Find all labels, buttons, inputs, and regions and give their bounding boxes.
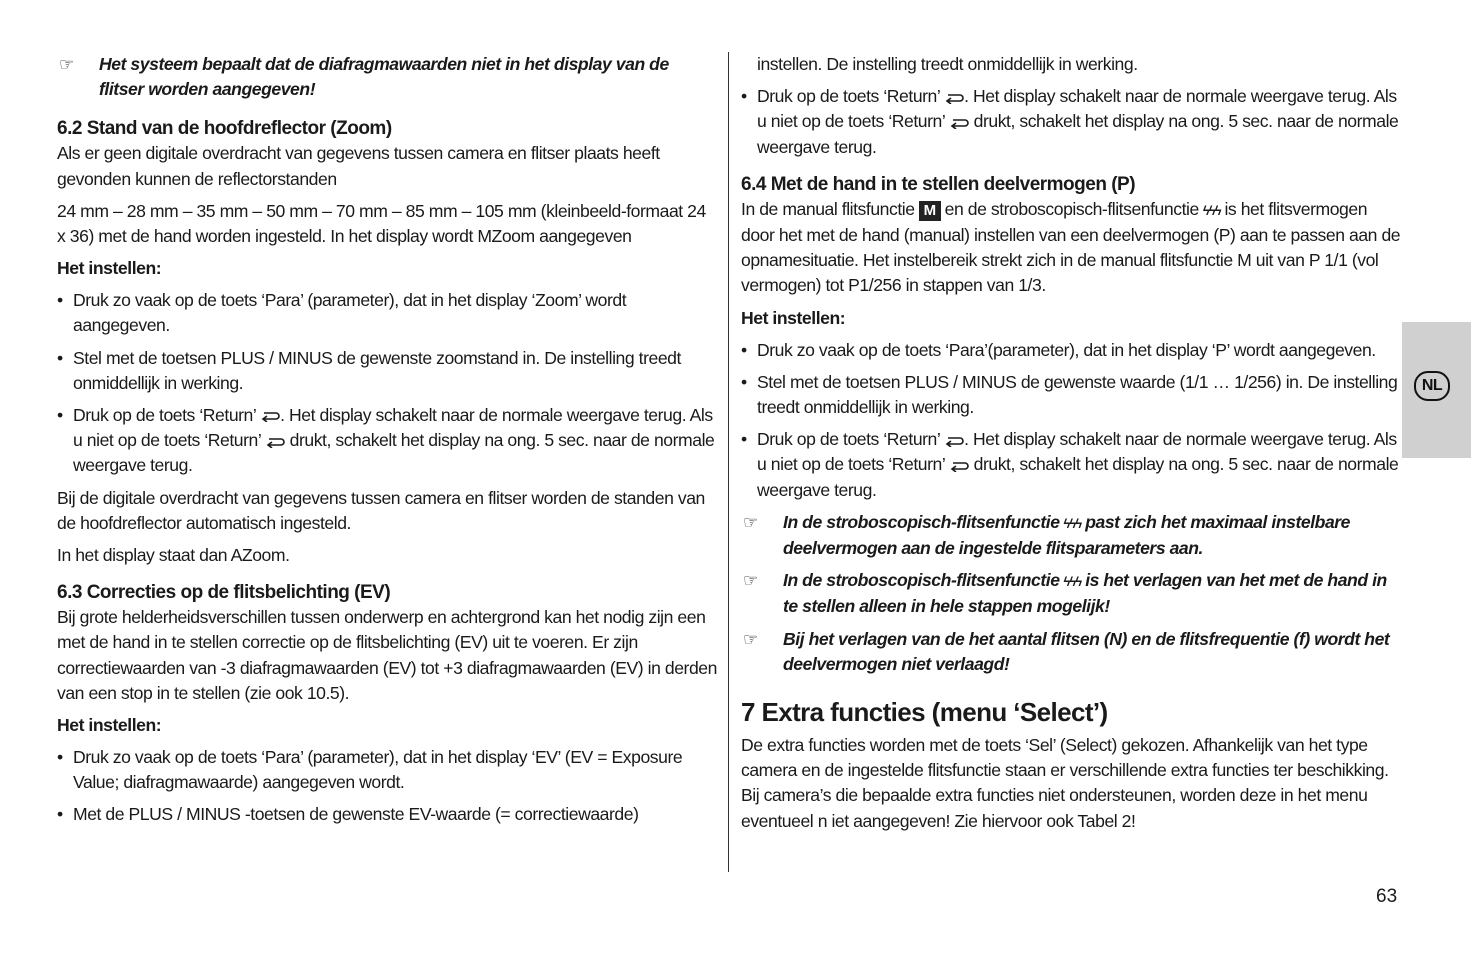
stroboscope-icon: ϟϟϟ (1202, 202, 1221, 218)
heading-7: 7 Extra functies (menu ‘Select’) (741, 697, 1108, 728)
paragraph: Als er geen digitale overdracht van gegevens tussen camera en flitser plaats heeft gevonden kunnen de reflectorstanden (57, 143, 660, 189)
paragraph-continuation: instellen. De instelling treedt onmiddellijk in werking. (757, 54, 1138, 74)
note-flash-count: ☞ Bij het verlagen van de het aantal flitsen (N) en de flitsfrequentie (f) wordt het deelvermogen niet verlaagd! (743, 628, 1390, 674)
list-item: • Stel met de toetsen PLUS / MINUS de gewenste zoomstand in. De instelling treedt onmiddellijk in werking. (57, 346, 717, 396)
list-item: • Druk op de toets ‘Return’ . Het display schakelt naar de normale weergave terug. Als u niet op de toets ‘Return’ drukt, schakelt het display na ong. 5 sec. naar de normale weergave terug. (57, 403, 717, 479)
paragraph: Bij de digitale overdracht van gegevens tussen camera en flitser worden de standen van de hoofdreflector automatisch ingesteld. (57, 487, 705, 533)
note-stroboscope-steps: ☞ In de stroboscopisch-flitsenfunctie ϟϟϟ is het verlagen van het met de hand in te stellen alleen in hele stappen mogelijk! (743, 570, 1387, 617)
hand-pointer-icon: ☞ (59, 55, 74, 74)
paragraph: 24 mm – 28 mm – 35 mm – 50 mm – 70 mm – 85 mm – 105 mm (kleinbeeld-formaat 24 x 36) met de hand worden ingesteld. In het display wordt MZoom aangegeven (57, 200, 706, 247)
list-item: • Stel met de toetsen PLUS / MINUS de gewenste waarde (1/1 … 1/256) in. De instelling treedt onmiddellijk in werking. (741, 370, 1401, 420)
page-number: 63 (1376, 886, 1398, 907)
return-arrow-icon (260, 410, 280, 422)
return-arrow-icon (949, 460, 969, 472)
right-column (741, 52, 1401, 834)
heading-6-3: 6.3 Correcties op de flitsbelichting (EV) (57, 582, 391, 604)
list-item: • Druk op de toets ‘Return’ . Het display schakelt naar de normale weergave terug. Als u niet op de toets ‘Return’ drukt, schakelt het display na ong. 5 sec. naar de normale weergave terug. (741, 427, 1401, 503)
column-divider (728, 52, 729, 872)
list-item: • Druk zo vaak op de toets ‘Para’ (parameter), dat in het display ‘Zoom’ wordt aangegeven. (57, 288, 717, 338)
language-label: NL (1414, 371, 1450, 401)
paragraph: In de manual flitsfunctie M en de stroboscopisch-flitsenfunctie ϟϟϟ is het flitsvermogen door het met de hand (manual) instellen van een deelvermogen (P) aan te passen aan de opnamesituatie. Het instelbereik strekt zich in de manual flitsfunctie M uit van P 1/1 (vol vermogen) tot P1/256 in stappen van 1/3. (741, 198, 1401, 296)
return-arrow-icon (265, 436, 285, 448)
subheading-het-instellen: Het instellen: (57, 715, 162, 736)
heading-6-4: 6.4 Met de hand in te stellen deelvermogen (P) (741, 173, 1136, 195)
stroboscope-icon: ϟϟϟ (1063, 515, 1082, 531)
subheading-het-instellen: Het instellen: (57, 258, 162, 279)
return-arrow-icon (944, 435, 964, 447)
language-tab (1402, 322, 1471, 458)
return-arrow-icon (944, 92, 964, 104)
heading-6-2: 6.2 Stand van de hoofdreflector (Zoom) (57, 118, 392, 140)
subheading-het-instellen: Het instellen: (741, 307, 846, 328)
list-item: • Met de PLUS / MINUS -toetsen de gewenste EV-waarde (= correctiewaarde) (57, 802, 717, 827)
list-item: • Druk op de toets ‘Return’ . Het display schakelt naar de normale weergave terug. Als u niet op de toets ‘Return’ drukt, schakelt het display na ong. 5 sec. naar de normale weergave terug. (741, 84, 1401, 160)
left-column (57, 52, 717, 828)
list-item: • Druk zo vaak op de toets ‘Para’(parameter), dat in het display ‘P’ wordt aangegeven. (741, 338, 1401, 363)
note-aperture-display: ☞ Het systeem bepaalt dat de diafragmawaarden niet in het display van de flitser worden aangegeven! (59, 54, 669, 100)
list-item: • Druk zo vaak op de toets ‘Para’ (parameter), dat in het display ‘EV’ (EV = Exposure Value; diafragmawaarde) aangegeven wordt. (57, 745, 717, 795)
return-arrow-icon (949, 117, 969, 129)
note-stroboscope-max: ☞ In de stroboscopisch-flitsenfunctie ϟϟϟ past zich het maximaal instelbare deelvermogen aan de ingestelde flitsparameters aan. (743, 511, 1351, 559)
hand-pointer-icon: ☞ (743, 512, 758, 532)
hand-pointer-icon: ☞ (743, 571, 758, 591)
paragraph: In het display staat dan AZoom. (57, 545, 290, 566)
paragraph: De extra functies worden met de toets ‘Sel’ (Select) gekozen. Afhankelijk van het type camera en de ingestelde flitsfunctie staan er verschillende extra functies ter beschikking. Bij camera’s die bepaalde extra functies niet ondersteunen, worden deze in het menu eventueel n iet aangegeven! Zie hiervoor ook Tabel 2! (741, 735, 1389, 831)
paragraph: Bij grote helderheidsverschillen tussen onderwerp en achtergrond kan het nodig zijn een met de hand in te stellen correctie op de flitsbelichting (EV) uit te voeren. Er zijn correctiewaarden van -3 diafragmawaarden (EV) tot +3 diafragmawaarden (EV) in derden van een stop in te stellen (zie ook 10.5). (57, 607, 717, 703)
manual-mode-badge: M (919, 201, 941, 221)
hand-pointer-icon: ☞ (743, 629, 758, 649)
stroboscope-icon: ϟϟϟ (1063, 574, 1082, 590)
